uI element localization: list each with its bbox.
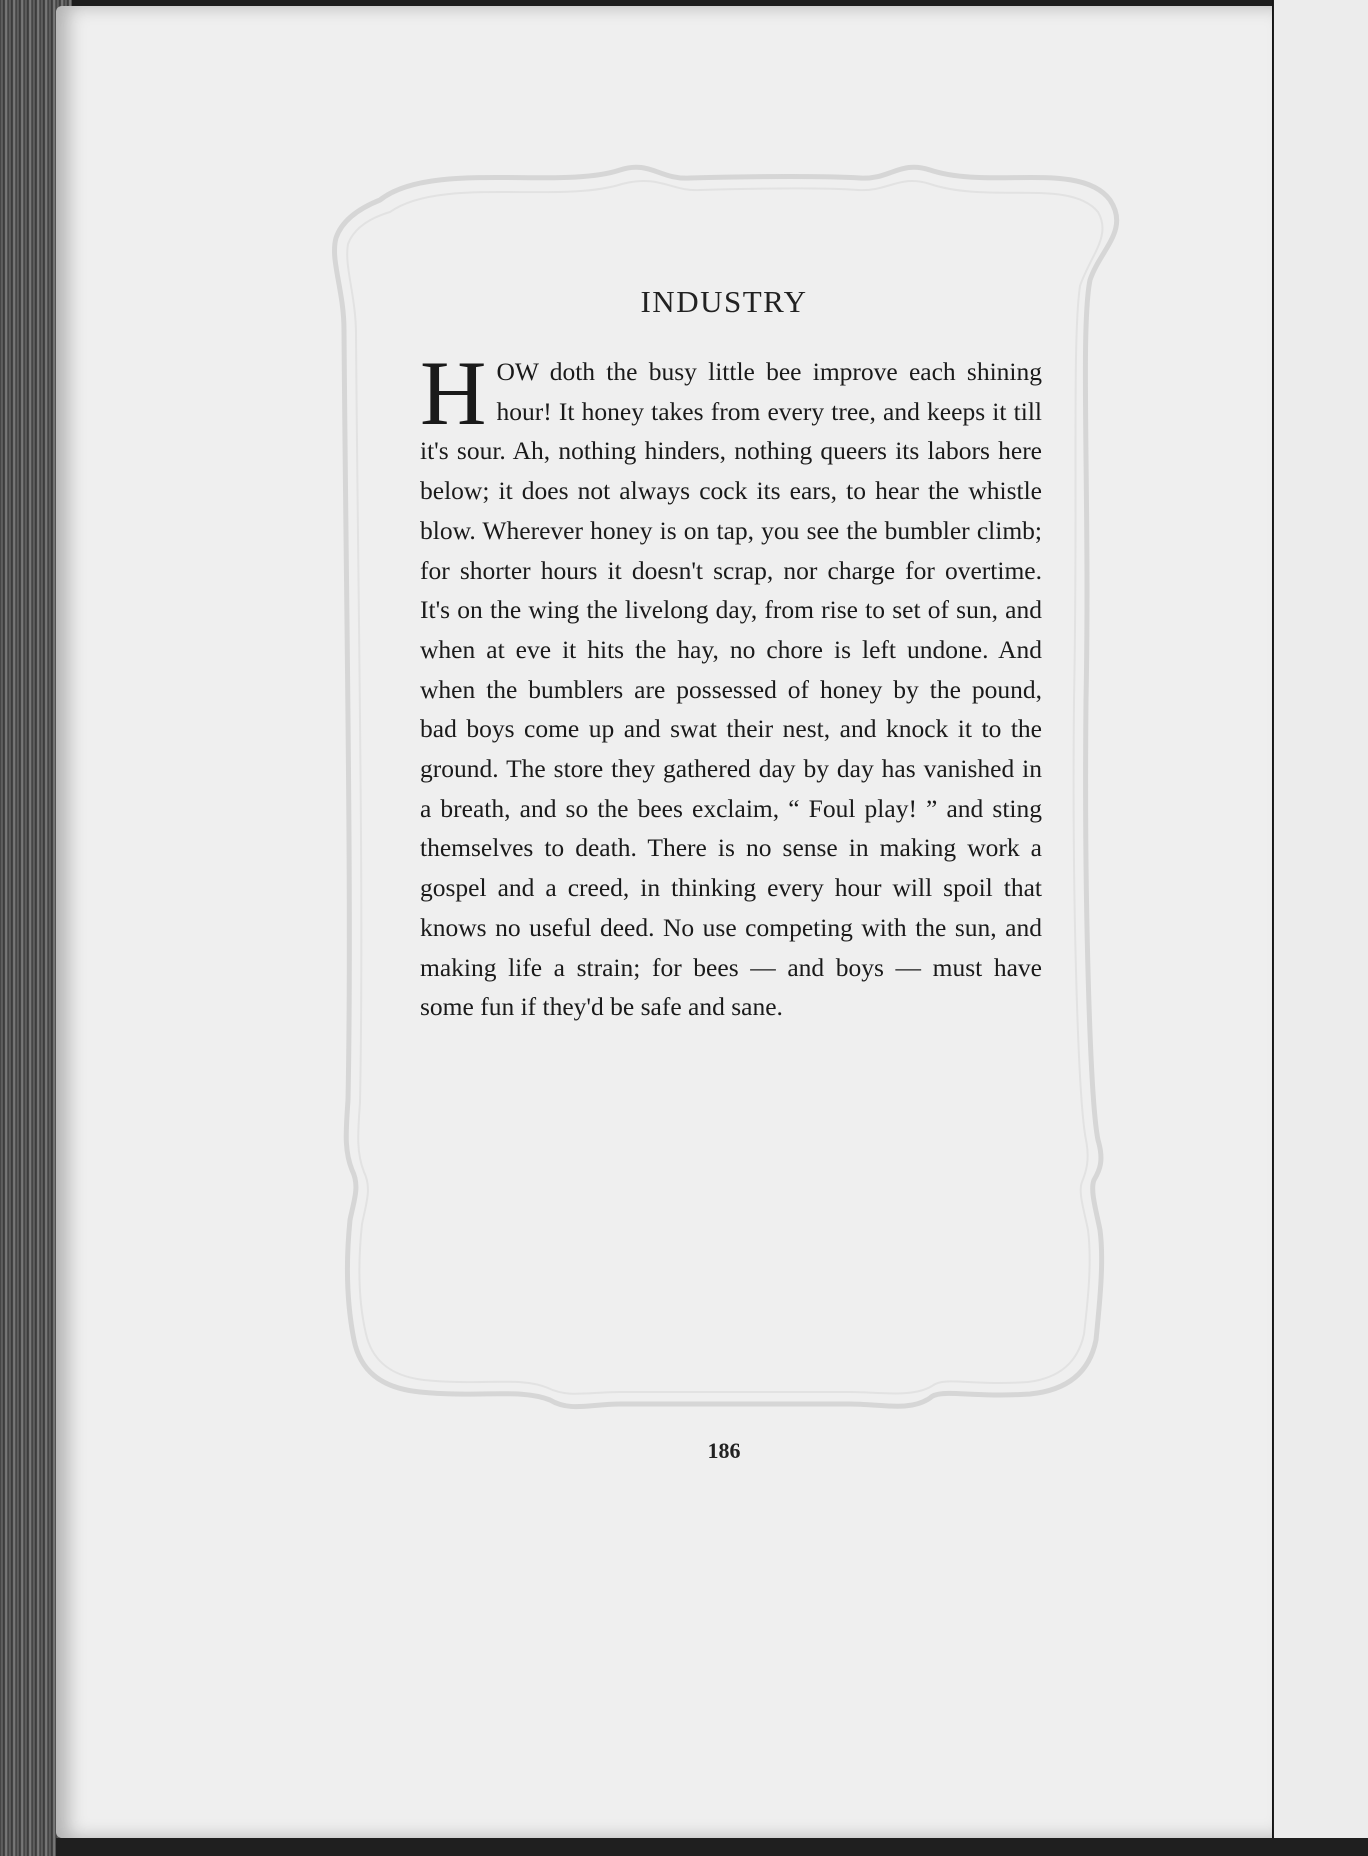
chapter-title: INDUSTRY	[640, 284, 808, 319]
body-text: OW doth the busy little bee improve each shining hour! It honey takes from every tree, and keeps it till it's sour. Ah, nothing hinders, nothing queers its labors here below; it does not always cock its ears, to hear the whistle blow. Wherever honey is on tap, you see the bumbler climb; for shorter hours it doesn't scrap, nor charge for overtime. It's on the wing the livelong day, from rise to set of sun, and when at eve it hits the hay, no chore is left undone. And when the bumblers are possessed of honey by the pound, bad boys come up and swat their nest, and knock it to the ground. The store they gathered day by day has vanished in a breath, and so the bees exclaim, “ Foul play! ” and sting themselves to death. There is no sense in making work a gospel and a creed, in thinking every hour will spoil that knows no useful deed. No use competing with the sun, and making life a strain; for bees — and boys — must have some fun if they'd be safe and sane.	[420, 357, 1042, 1022]
book-bottom-edge	[56, 1838, 1368, 1856]
body-paragraph	[420, 342, 1042, 1027]
page-number: 186	[707, 1438, 741, 1463]
facing-page-edge	[1274, 0, 1368, 1856]
drop-cap: H	[420, 342, 487, 444]
